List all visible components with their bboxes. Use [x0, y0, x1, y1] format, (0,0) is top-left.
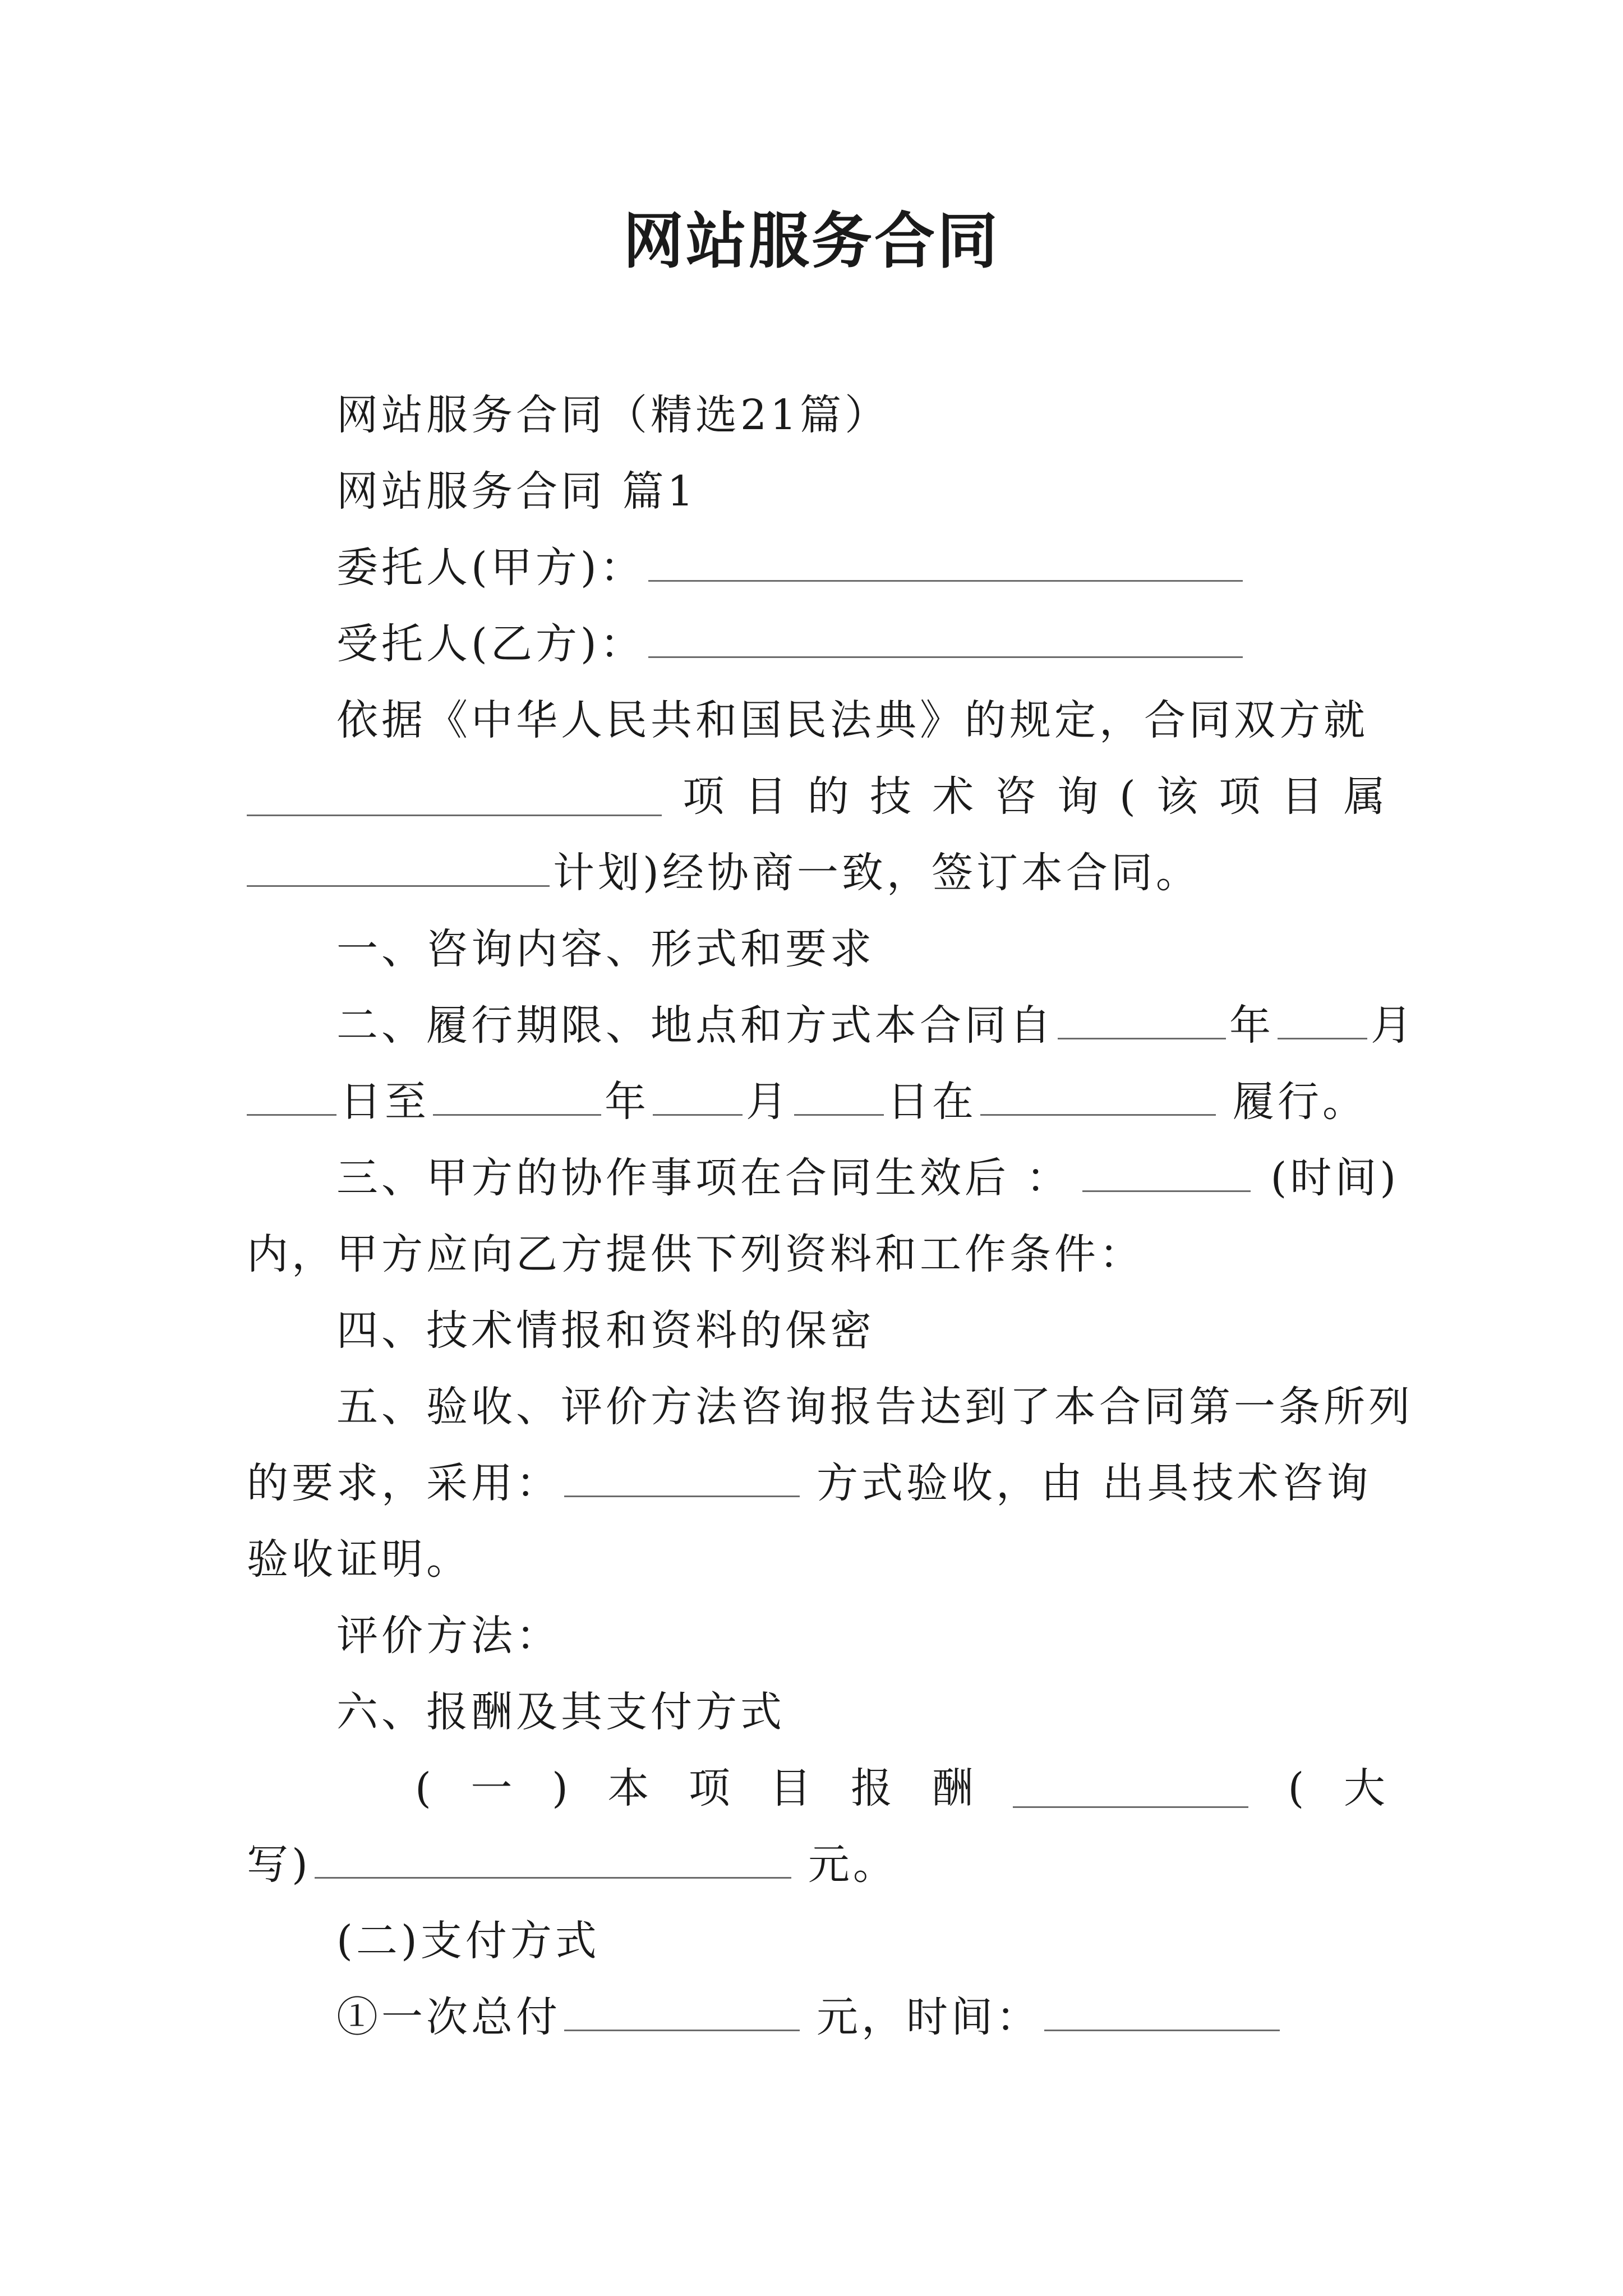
- project-char: 项: [1219, 772, 1261, 821]
- uppercase-amount-line: [247, 1837, 898, 1893]
- project-char: (: [1119, 772, 1136, 821]
- clause-3-text: 三、甲方的协作事项在合同生效后 ：: [336, 1154, 1071, 1202]
- clause-heading-1: 一、咨询内容、形式和要求: [336, 925, 875, 973]
- clause-line-5: 五、验收、评价方法咨询报告达到了本合同第一条所列: [336, 1383, 1413, 1431]
- remuneration-char: 酬: [932, 1764, 974, 1812]
- month-label: 月: [1371, 1001, 1415, 1050]
- perform-label: 履行。: [1233, 1078, 1367, 1126]
- acceptance-method-blank[interactable]: [564, 1458, 800, 1497]
- party-a-label: 委托人(甲方)：: [336, 544, 645, 592]
- remuneration-char: 报: [850, 1764, 892, 1812]
- party-b-label: 受托人(乙方)：: [336, 620, 645, 668]
- section-heading: 网站服务合同 篇1: [336, 467, 697, 516]
- document-title: 网站服务合同: [623, 206, 1000, 277]
- project-char: 技: [870, 772, 911, 821]
- remuneration-char: 一: [471, 1764, 513, 1812]
- payment-time-blank[interactable]: [1044, 1993, 1280, 2031]
- lump-sum-label: ①一次总付: [336, 1993, 561, 2041]
- plan-text: 计划)经协商一致，签订本合同。: [553, 849, 1201, 897]
- party-b-blank[interactable]: [648, 619, 1243, 658]
- end-month-blank[interactable]: [653, 1077, 743, 1116]
- start-year-blank[interactable]: [1058, 1001, 1226, 1039]
- uppercase-amount-blank[interactable]: [315, 1840, 791, 1879]
- project-char: 项: [683, 772, 725, 821]
- plan-blank[interactable]: [247, 848, 550, 887]
- acceptance-text: 的要求，采用：: [247, 1459, 561, 1507]
- time-label: (时间): [1270, 1154, 1400, 1202]
- remuneration-line: [415, 1760, 1385, 1816]
- clause-2-text: 二、履行期限、地点和方式本合同自: [336, 1001, 1054, 1050]
- remuneration-char: 目: [769, 1764, 811, 1812]
- acceptance-line: [247, 1455, 1372, 1511]
- project-char: 询: [1057, 772, 1099, 821]
- time-blank[interactable]: [1082, 1153, 1251, 1192]
- year-label: 年: [1229, 1001, 1274, 1050]
- clause-heading-4: 四、技术情报和资料的保密: [336, 1306, 875, 1355]
- project-char: 术: [932, 772, 974, 821]
- remuneration-char: 项: [688, 1764, 730, 1812]
- remuneration-char: 大: [1343, 1764, 1385, 1812]
- day-to-label: 日至: [340, 1078, 430, 1126]
- project-char: 属: [1343, 772, 1385, 821]
- uppercase-label: 写): [247, 1841, 311, 1889]
- clause-line-3: [336, 1150, 1399, 1206]
- project-char: 咨: [994, 772, 1036, 821]
- project-name-blank[interactable]: [247, 777, 662, 816]
- project-char: 的: [807, 772, 849, 821]
- party-a-line: [336, 540, 1246, 596]
- location-blank[interactable]: [980, 1077, 1216, 1116]
- remuneration-char: 本: [607, 1764, 649, 1812]
- end-year-blank[interactable]: [433, 1077, 601, 1116]
- clause-heading-6: 六、报酬及其支付方式: [336, 1688, 785, 1736]
- project-char: 该: [1156, 772, 1198, 821]
- acceptance-text-2: 方式验收，由 出具技术咨询: [817, 1459, 1372, 1507]
- start-day-blank[interactable]: [247, 1077, 336, 1116]
- remuneration-amount-blank[interactable]: [1013, 1769, 1248, 1808]
- project-char: 目: [1281, 772, 1323, 821]
- party-b-line: [336, 616, 1246, 672]
- clause-line-2b: [247, 1074, 1367, 1130]
- month-label: 月: [746, 1078, 791, 1126]
- subtitle-line: 网站服务合同（精选21篇）: [336, 391, 890, 439]
- project-line: [247, 769, 1385, 825]
- lump-sum-line: [336, 1989, 1283, 2045]
- clause-line-2: [336, 997, 1415, 1053]
- remuneration-char: ): [551, 1764, 568, 1812]
- payment-method-heading: (二)支付方式: [336, 1917, 600, 1965]
- yuan-label: 元。: [808, 1841, 898, 1889]
- paragraph-line: 依据《中华人民共和国民法典》的规定，合同双方就: [336, 696, 1368, 744]
- end-day-blank[interactable]: [794, 1077, 884, 1116]
- year-label: 年: [605, 1078, 649, 1126]
- paragraph-line: 验收证明。: [247, 1535, 471, 1584]
- project-char: 目: [745, 772, 787, 821]
- remuneration-char: (: [1288, 1764, 1304, 1812]
- payment-time-label: 元，时间：: [817, 1993, 1041, 2041]
- plan-line: [247, 845, 1201, 901]
- day-at-label: 日在: [887, 1078, 977, 1126]
- evaluation-line: 评价方法：: [336, 1612, 561, 1660]
- party-a-blank[interactable]: [648, 543, 1243, 582]
- paragraph-line: 内，甲方应向乙方提供下列资料和工作条件：: [247, 1230, 1144, 1278]
- lump-sum-amount-blank[interactable]: [564, 1993, 800, 2031]
- start-month-blank[interactable]: [1278, 1001, 1367, 1039]
- remuneration-char: (: [415, 1764, 431, 1812]
